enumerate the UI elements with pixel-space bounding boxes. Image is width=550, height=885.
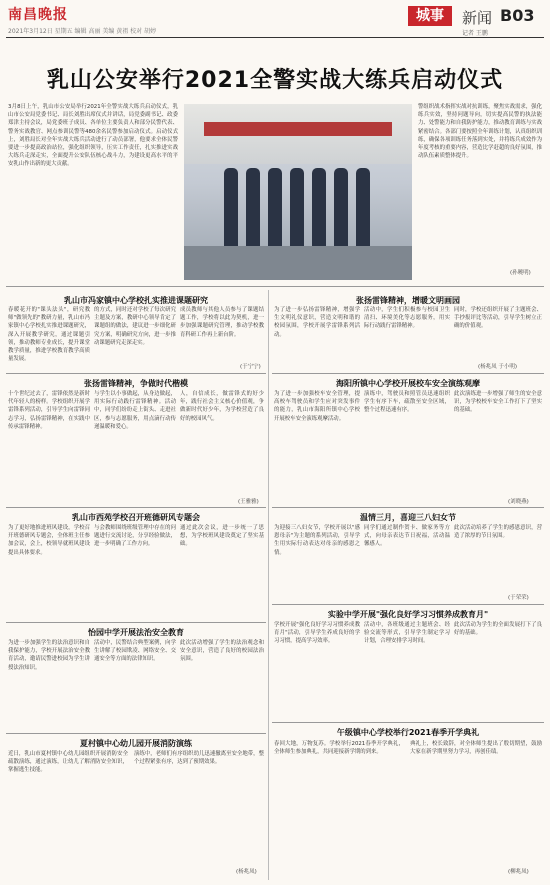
photo-officer [334, 168, 348, 248]
story-col: 活动中，各班级通过主题班会、经验交流等形式，引导学生制定学习计划，合理安排学习时间。 [364, 622, 450, 645]
story-headline: 夏村镇中心幼儿园开展消防演练 [80, 739, 192, 748]
header-rule [6, 37, 544, 38]
story-credit: (杨兆凤 于小明) [478, 364, 518, 370]
photo-officer [290, 168, 304, 248]
section-rule [272, 373, 544, 374]
story-col: 春回大地，万物复苏。学校举行2021春季开学典礼，全体师生参加典礼，共同迎接新学期的到来。 [274, 741, 404, 756]
story-headline: 乳山市冯家镇中心学校扎实推进课题研究 [64, 296, 208, 305]
story-col: 此次活动培养了学生的感恩意识，营造了浓厚的节日氛围。 [454, 525, 542, 540]
masthead: 南昌晚报 [8, 7, 68, 23]
story-col: 此次活动为学生的全面发展打下了良好的基础。 [454, 622, 542, 637]
editors-line: 记者 王鹏 [462, 30, 488, 37]
story-col: 通过此次会议，进一步统一了思想，为学校班风建设奠定了坚实基础。 [180, 525, 264, 548]
story-col: 十个世纪过去了，雷锋依然是新时代年轻人的榜样。学校组织开展学雷锋系列活动，引导学生向雷锋同志学习，弘扬雷锋精神，在实践中传承雷锋精神。 [8, 391, 90, 430]
story-col: 人，自信成长，做雷锋式的好少年，践行社会主义核心价值观，争做新时代好少年，为学校营造了良好的校园风气。 [180, 391, 264, 422]
page-number: B03 [500, 6, 535, 25]
story-col: 此次演练进一步增强了师生的安全意识，为学校校车安全工作打下了坚实的基础。 [454, 391, 542, 414]
story-col: 学校开展"强化良好学习习惯养成教育月"活动，引导学生养成良好的学习习惯，提高学习效率。 [274, 622, 360, 645]
story-col: 近日，乳山市夏村镇中心幼儿园组织开展消防安全疏散演练，通过演练，让幼儿了解消防安全知识，掌握逃生技能。 [8, 751, 128, 774]
story-credit: (于宁宁) [240, 364, 261, 370]
column-divider [268, 290, 269, 880]
section-rule [272, 604, 544, 605]
section-rule [272, 507, 544, 508]
story-credit: (刘晓燕) [508, 499, 529, 505]
story-col: 为了进一步弘扬雷锋精神，增强学生文明礼仪意识，营造文明和谐的校园氛围，学校开展学雷锋系列活动。 [274, 307, 360, 338]
story-col: 为了更好地推进班风建设，学校召开班德研风专题会，全体班主任参加会议，会上，校领导就班风建设提出具体要求。 [8, 525, 90, 556]
story-col: 同学们通过制作贺卡、做家务等方式，向母亲表达节日祝福，活动温馨感人。 [364, 525, 450, 548]
story-col: 与会教师围绕班级管理中存在的问题进行交流讨论，分享经验做法，进一步明确了工作方向。 [94, 525, 176, 548]
story-credit: (于荣荣) [508, 595, 529, 601]
story-credit: (柳兆凤) [508, 869, 529, 875]
story-credit: (王雅雅) [238, 499, 259, 505]
photo-officer [224, 168, 238, 248]
section-rule [6, 373, 266, 374]
story-col: 演练中，驾驶员和照管员迅速组织学生有序下车，疏散至安全区域，整个过程迅速有序。 [364, 391, 450, 414]
story-headline: 乳山市西苑学校召开班德研风专题会 [72, 513, 200, 522]
story-col: 此次活动增强了学生的法治观念和安全意识，营造了良好的校园法治氛围。 [180, 640, 264, 663]
story-col: 演练中，老师们有序组织幼儿迅速撤离至安全地带，整个过程紧张有序，达到了预期效果。 [134, 751, 264, 766]
story-col: 典礼上，校长致辞，对全体师生提出了殷切期望，鼓励大家在新学期里努力学习，再创佳绩。 [410, 741, 542, 756]
section-rule [6, 733, 266, 734]
section-badge: 城事 [408, 6, 452, 26]
photo-ground [184, 246, 412, 280]
story-col: 与学生以小事做起，从身边做起，用实际行动践行雷锋精神。活动中，同学们纷纷走上街头、走进社区，参与志愿服务，用点滴行动传递温暖和爱心。 [94, 391, 176, 430]
story-col: 为迎接三八妇女节，学校开展以"感恩母亲"为主题的系列活动，引导学生用实际行动表达对母亲的感恩之情。 [274, 525, 360, 556]
dateline: 2021年3月12日 星期五 编辑 高丽 美编 黄祖 校对 胡婷 [8, 28, 157, 35]
story-headline: 实验中学开展"强化良好学习习惯养成教育月" [327, 610, 489, 619]
photo-officer [312, 168, 326, 248]
story-headline: 温情三月，喜迎三八妇女节 [360, 513, 456, 522]
photo-officer [268, 168, 282, 248]
story-col: 同时，学校还组织开展了主题班会、手抄报评比等活动，引导学生树立正确的价值观。 [454, 307, 542, 330]
story-col: 活动中，学生们积极参与校园卫生清扫、环境美化等志愿服务，用实际行动践行雷锋精神。 [364, 307, 450, 330]
story-headline: 张扬雷锋精神，争做时代楷模 [84, 379, 188, 388]
story-headline: 海阳所镇中心学校开展校车安全演练观摩 [336, 379, 480, 388]
story-headline: 午级镇中心学校举行2021春季开学典礼 [336, 728, 480, 737]
photo-banner [204, 122, 392, 136]
story-col: 为进一步加强学生的法治意识和自我保护能力，学校开展法治安全教育活动，邀请民警进校园为学生讲授法治知识。 [8, 640, 90, 671]
section-rule [6, 507, 266, 508]
story-col: 春暖花开的"课头法头"，研究教师"做领先的"教研力量，乳山市冯家镇中心学校扎实推进课题研究，深入开展教学研究，通过课题引领，推动教师专业成长，提升课堂教学质量，推进学校教育教学高质量发展。 [8, 307, 90, 363]
story-credit: (杨兆凤) [236, 869, 257, 875]
section-rule [272, 722, 544, 723]
story-col: 活动中，民警结合典型案例，向学生讲解了校园欺凌、网络安全、交通安全等方面的法律知识。 [94, 640, 176, 663]
story-headline: 张扬雷锋精神，增暖文明画园 [356, 296, 460, 305]
story-col: 成员教师与其他人员参与了课题结题工作，学校将以此为契机，进一步加强课题研究管理，推动学校教育科研工作再上新台阶。 [180, 307, 264, 338]
section-rule [6, 286, 544, 287]
story-headline: 怡园中学开展法治安全教育 [88, 628, 184, 637]
section-name: 新闻 [462, 9, 493, 27]
section-rule [6, 622, 266, 623]
photo-officer [356, 168, 370, 248]
lead-article-col1: 3月8日上午，乳山市公安局举行2021年全警实战大练兵启动仪式，乳山市公安局党委书记、局长刘胜出席仪式并讲话，局党委副书记、政委郑津主持会议，局党委班子成员、各单位主要负责人和部分民警代表、警务实战教官、网点参训民警等480余名民警参加启动仪式。启动仪式上，刘胜局长对全年实战大练兵活动进行了动员部署，他要求全体民警要进一步提高政治站位，强化组织领导，压实工作责任，扎实推进实战大练兵走深走实，全面提升公安队伍核心战斗力，为建设更高水平的平安乳山作出新的更大贡献。 [8, 104, 178, 168]
story-col: 为了进一步加强校车安全管理，提高校车驾驶员和学生应对突发事件的能力，乳山市海阳所镇中心学校开展校车安全演练观摩活动。 [274, 391, 360, 422]
lead-article-col2: 警组织战术指挥实战对抗训练，聚焦实战需求，强化练兵实效，坚持问题导向，切实提高民警的执法能力、处警能力和自我防护能力，推动教育训练与实战紧密结合。各部门要按照全年训练计划，认真组织训练，确保各项训练任务落到实处，并将练兵成效作为年度考核的重要内容，营造比学赶超的良好氛围，推动队伍素质整体提升。 [418, 104, 542, 160]
page-headline: 乳山公安举行2021全警实战大练兵启动仪式 [46, 68, 504, 93]
ceremony-photo [184, 104, 412, 280]
story-col: 的方式，同时还对学校了每次研究主题及方案，教研中心领导肯定了课题组的做法，建议进一步细化研究方案，明确研究方向，进一步推动课题研究走深走实。 [94, 307, 176, 346]
lead-credit: (孙曉明) [510, 270, 531, 276]
photo-officer [246, 168, 260, 248]
